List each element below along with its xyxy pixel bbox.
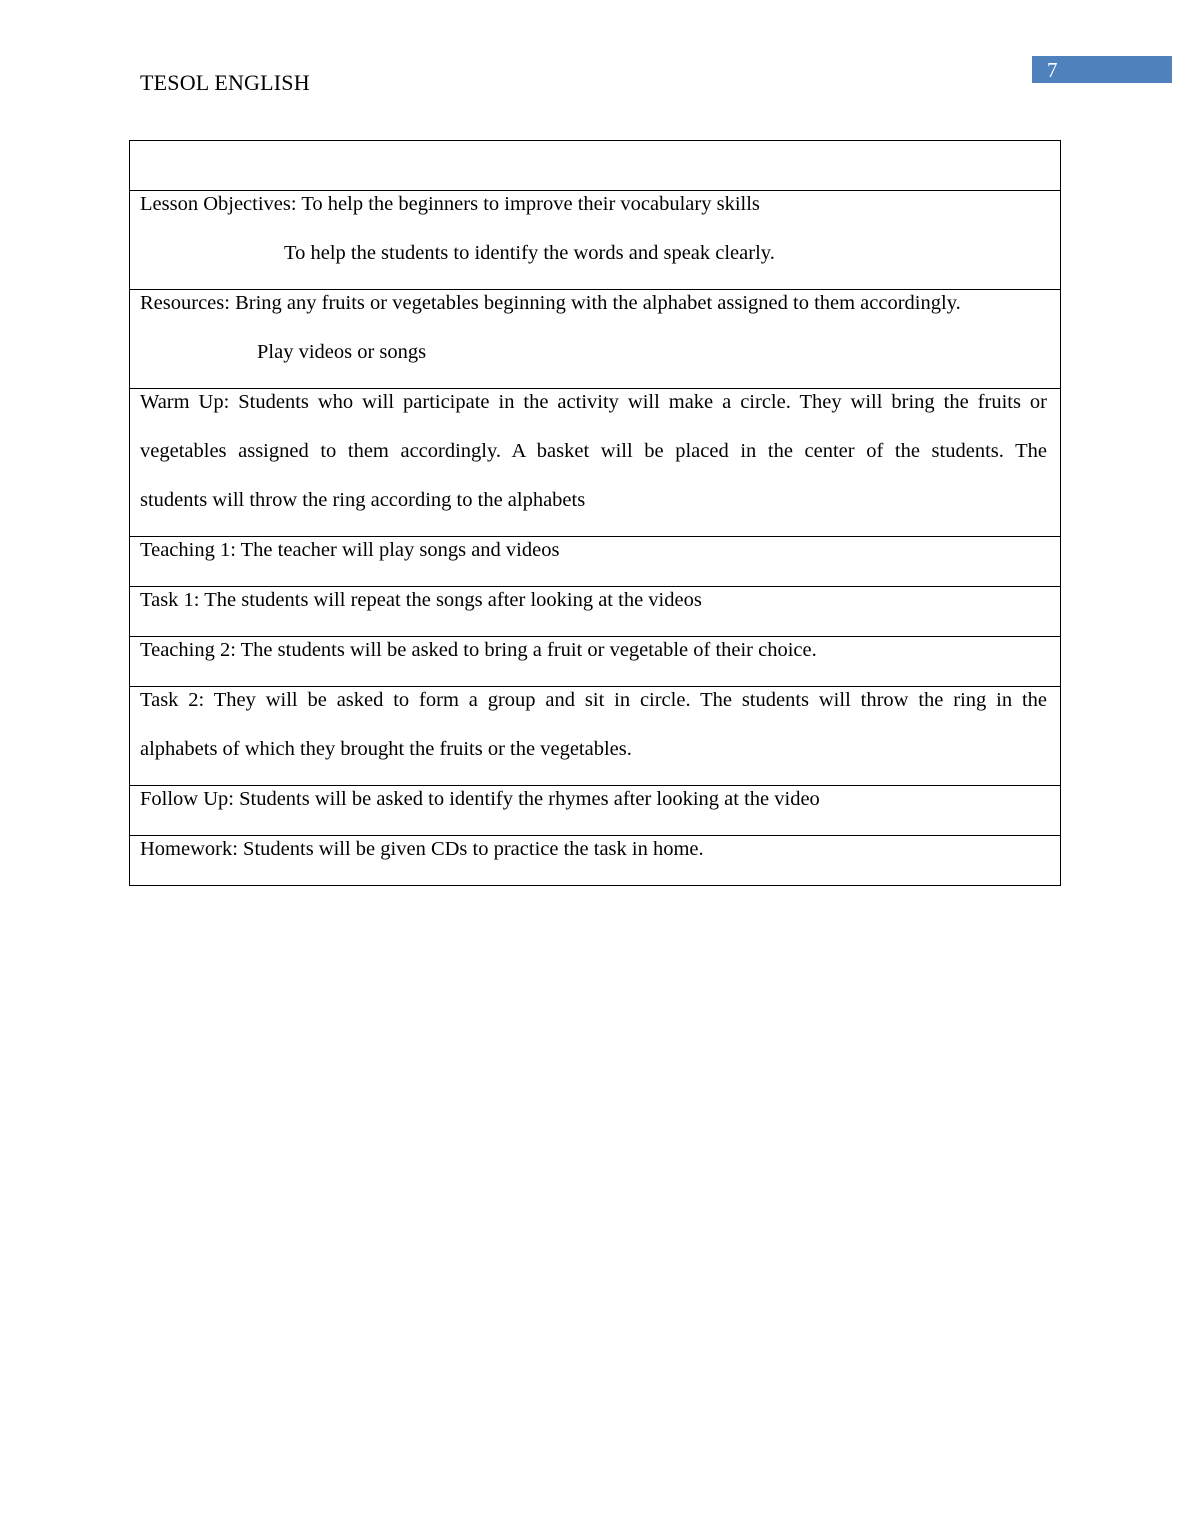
table-row-task-2 xyxy=(130,687,1061,786)
warm-up-line-3: students will throw the ring according to the alphabets xyxy=(140,489,586,511)
task-1-cell xyxy=(130,587,1061,637)
table-row-resources xyxy=(130,290,1061,389)
resources-cell xyxy=(130,290,1061,389)
resources-line-1: Resources: Bring any fruits or vegetables beginning with the alphabet assigned to them accordingly. xyxy=(140,292,961,314)
task-1-text: Task 1: The students will repeat the songs after looking at the videos xyxy=(140,589,702,611)
teaching-2-cell xyxy=(130,637,1061,687)
table-row-task-1 xyxy=(130,587,1061,637)
follow-up-text: Follow Up: Students will be asked to identify the rhymes after looking at the video xyxy=(140,788,820,810)
homework-text: Homework: Students will be given CDs to practice the task in home. xyxy=(140,838,704,860)
objectives-line-1: Lesson Objectives: To help the beginners to improve their vocabulary skills xyxy=(140,193,760,215)
table-row-objectives xyxy=(130,191,1061,290)
teaching-1-text: Teaching 1: The teacher will play songs and videos xyxy=(140,539,560,561)
follow-up-cell xyxy=(130,786,1061,836)
table-row-warm-up xyxy=(130,389,1061,537)
resources-line-2: Play videos or songs xyxy=(257,341,427,363)
empty-cell xyxy=(130,141,1061,191)
task-2-line-2: alphabets of which they brought the fruits or the vegetables. xyxy=(140,738,632,760)
lesson-plan-table xyxy=(129,140,1061,886)
table-row-teaching-1 xyxy=(130,537,1061,587)
homework-cell xyxy=(130,836,1061,886)
page-number-badge: 7 xyxy=(1032,56,1172,83)
warm-up-line-1: Warm Up: Students who will participate in the activity will make a circle. They will bring the fruits or xyxy=(140,391,1047,413)
table-row-follow-up xyxy=(130,786,1061,836)
table-row-teaching-2 xyxy=(130,637,1061,687)
warm-up-line-2: vegetables assigned to them accordingly. A basket will be placed in the center of the students. The xyxy=(140,440,1047,462)
task-2-line-1: Task 2: They will be asked to form a group and sit in circle. The students will throw the ring in the xyxy=(140,689,1047,711)
running-header: TESOL ENGLISH xyxy=(140,70,310,95)
teaching-1-cell xyxy=(130,537,1061,587)
table-row-homework xyxy=(130,836,1061,886)
warm-up-cell xyxy=(130,389,1061,537)
objectives-line-2: To help the students to identify the words and speak clearly. xyxy=(284,242,775,264)
table-row-empty xyxy=(130,141,1061,191)
objectives-cell xyxy=(130,191,1061,290)
teaching-2-text: Teaching 2: The students will be asked to bring a fruit or vegetable of their choice. xyxy=(140,639,817,661)
task-2-cell xyxy=(130,687,1061,786)
